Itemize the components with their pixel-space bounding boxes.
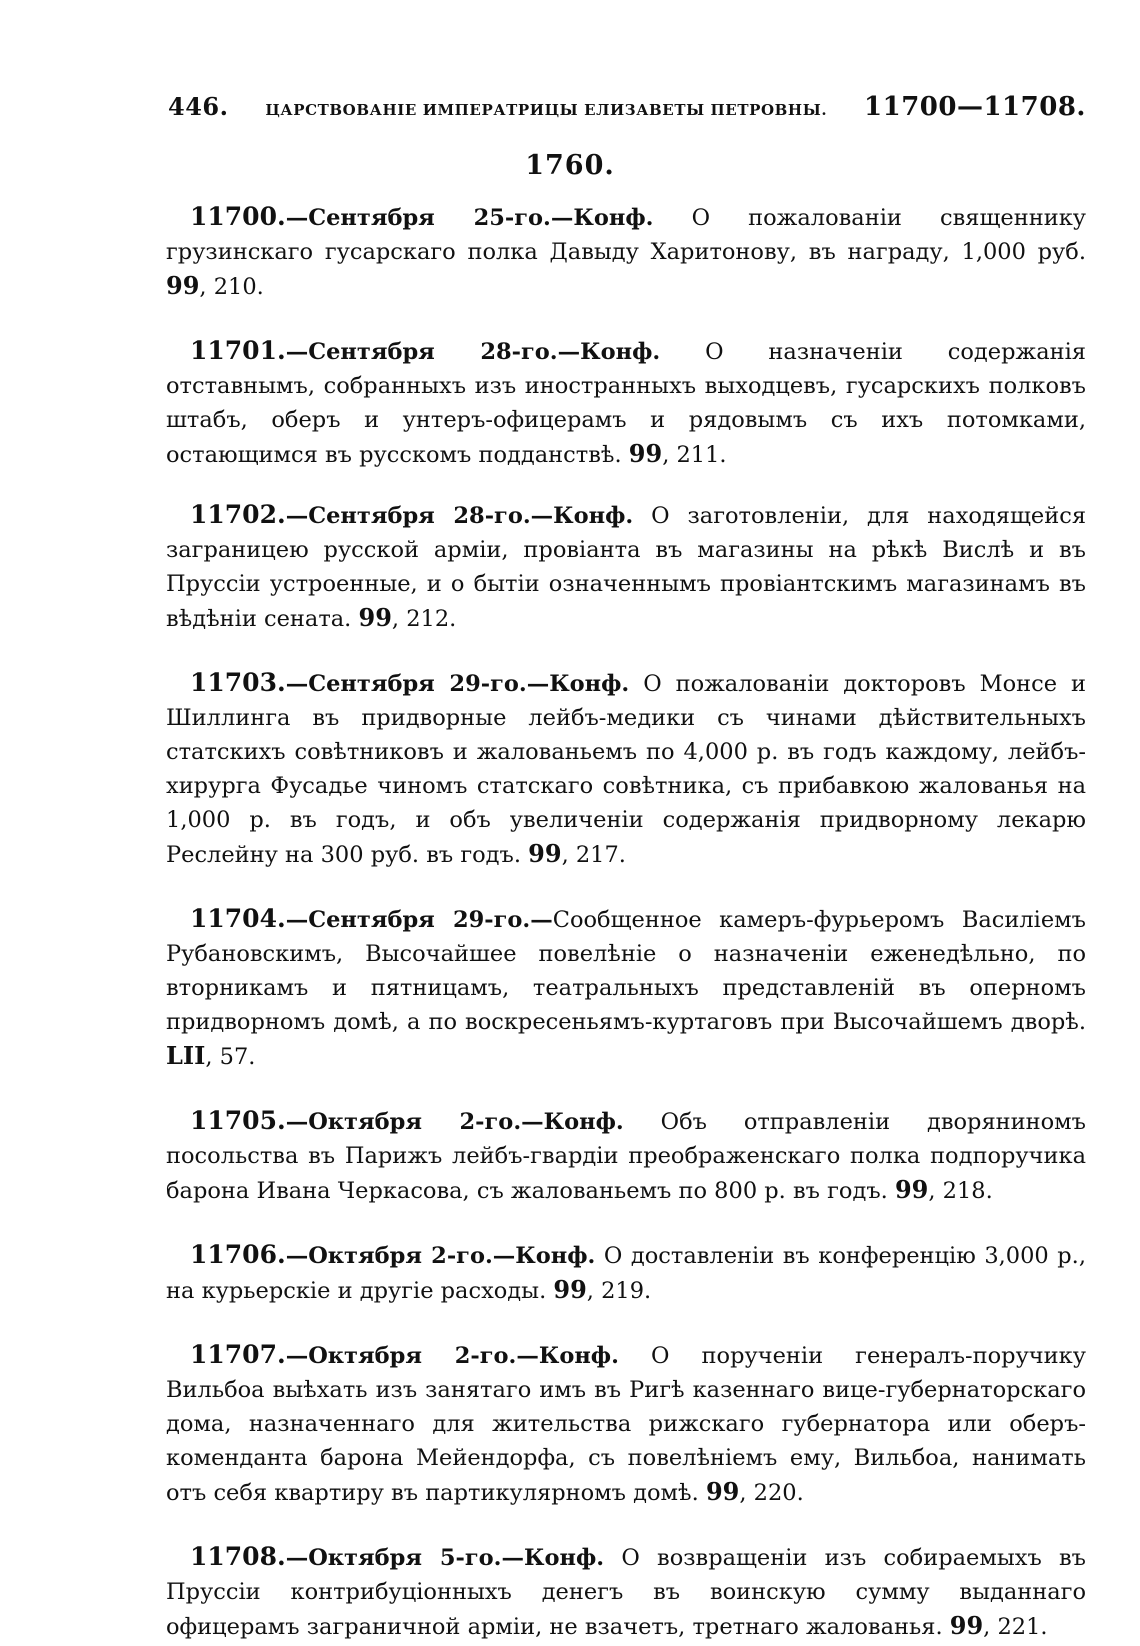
source-volume: 99 (949, 1611, 984, 1640)
entry-number: 11704. (190, 904, 286, 933)
entries-list (166, 200, 1086, 1644)
law-entry (166, 666, 1086, 872)
entry-text: О доставленіи въ конференцію 3,000 р., на курьерскіе и другіе расходы. (166, 1243, 1086, 1304)
entry-date: —Сентября 28-го.—Конф. (285, 503, 634, 529)
entry-number: 11701. (190, 336, 286, 365)
entry-text: О назначеніи содержанія отставнымъ, собранныхъ изъ иностранныхъ выходцевъ, гусарскихъ полковъ штабъ, оберъ и унтеръ-офицерамъ и рядовымъ съ ихъ потомками, остающимся въ русскомъ подданствѣ. (166, 339, 1086, 468)
source-volume: 99 (628, 439, 663, 468)
entry-number: 11705. (190, 1106, 286, 1135)
source-page: , 218. (928, 1178, 993, 1204)
entry-number: 11702. (190, 500, 286, 529)
source-volume: 99 (894, 1175, 929, 1204)
law-entry (166, 334, 1086, 472)
source-page: , 210. (199, 274, 264, 300)
entry-text: О пожалованіи священнику грузинскаго гусарскаго полка Давыду Харитонову, въ награду, 1,000 руб. (166, 205, 1087, 265)
source-volume: 99 (705, 1477, 740, 1506)
entry-date: —Сентября 29-го.—Конф. (285, 671, 630, 697)
source-page: , 212. (391, 606, 457, 632)
entry-date: —Сентября 25-го.—Конф. (285, 205, 654, 231)
source-page: , 219. (586, 1278, 652, 1304)
entry-number: 11706. (190, 1240, 286, 1269)
page-number: 446. (168, 92, 229, 121)
entry-number: 11700. (190, 202, 286, 231)
entry-text: О пожалованіи докторовъ Монсе и Шиллинга въ придворные лейбъ-медики съ чинами дѣйствительныхъ статскихъ совѣтниковъ и жалованьемъ по 4,000 р. въ годъ каждому, лейбъ-хирурга Фусадье чиномъ статскаго совѣтника, съ прибавкою жалованья на 1,000 р. въ годъ, и объ увеличеніи содержанія придворному лекарю Реслейну на 300 руб. въ годъ. (166, 671, 1086, 868)
source-page: , 57. (205, 1044, 256, 1070)
source-volume: 99 (528, 839, 562, 868)
entry-date: —Октября 2-го.—Конф. (285, 1343, 619, 1369)
entry-text: Объ отправленіи дворяниномъ посольства въ Парижъ лейбъ-гвардіи преображенскаго полка подпоручика барона Ивана Черкасова, съ жалованьемъ по 800 р. въ годъ. (166, 1109, 1086, 1204)
year-heading: 1760. (525, 150, 615, 181)
entry-date: —Октября 5-го.—Конф. (285, 1545, 605, 1571)
source-volume: 99 (553, 1275, 587, 1304)
source-page: , 220. (739, 1480, 804, 1506)
entry-text: О заготовленіи, для находящейся заграницею русской арміи, провіанта въ магазины на рѣкѣ Вислѣ и въ Пруссіи устроенные, и о бытіи означеннымъ провіантскимъ магазинамъ въ вѣдѣніи сената. (166, 503, 1087, 632)
law-entry (166, 1540, 1086, 1644)
running-header (168, 92, 1086, 132)
law-entry (166, 1104, 1086, 1208)
entry-text: Сообщенное камеръ-фурьеромъ Василіемъ Рубановскимъ, Высочайшее повелѣніе о назначеніи еженедѣльно, по вторникамъ и пятницамъ, театральныхъ представленій въ оперномъ придворномъ домѣ, а по воскресеньямъ-куртаговъ при Высочайшемъ дворѣ. (166, 907, 1086, 1035)
source-page: , 217. (561, 842, 626, 868)
entry-date: —Октября 2-го.—Конф. (285, 1243, 596, 1269)
law-entry (166, 498, 1086, 636)
law-entry (166, 200, 1086, 304)
entry-number: 11703. (190, 668, 286, 697)
law-entry (166, 902, 1086, 1074)
entry-text: О порученіи генералъ-поручику Вильбоа выѣхать изъ занятаго имъ въ Ригѣ казеннаго вице-губернаторскаго дома, назначеннаго для жительства рижскаго губернатора или оберъ-коменданта барона Мейендорфа, съ повелѣніемъ ему, Вильбоа, нанимать отъ себя квартиру въ партикулярномъ домѣ. (166, 1343, 1086, 1506)
source-volume: 99 (166, 271, 200, 300)
source-volume: LII (166, 1041, 206, 1070)
entry-date: —Сентября 29-го.— (285, 907, 553, 933)
running-title: ЦАРСТВОВАНІЕ ИМПЕРАТРИЦЫ ЕЛИЗАВЕТЫ ПЕТРОВНЫ. (265, 101, 828, 119)
entry-date: —Октября 2-го.—Конф. (285, 1109, 624, 1135)
source-page: , 211. (662, 442, 727, 468)
entry-range: 11700—11708. (864, 92, 1086, 122)
law-entry (166, 1238, 1086, 1308)
source-page: , 221. (983, 1614, 1048, 1640)
source-volume: 99 (358, 603, 392, 632)
entry-date: —Сентября 28-го.—Конф. (285, 339, 661, 365)
law-entry (166, 1338, 1086, 1510)
entry-text: О возвращеніи изъ собираемыхъ въ Пруссіи контрибуціонныхъ денегъ въ воинскую сумму выданнаго офицерамъ заграничной арміи, не взачетъ, третнаго жалованья. (166, 1545, 1086, 1640)
entry-number: 11707. (190, 1340, 286, 1369)
entry-number: 11708. (190, 1542, 286, 1571)
